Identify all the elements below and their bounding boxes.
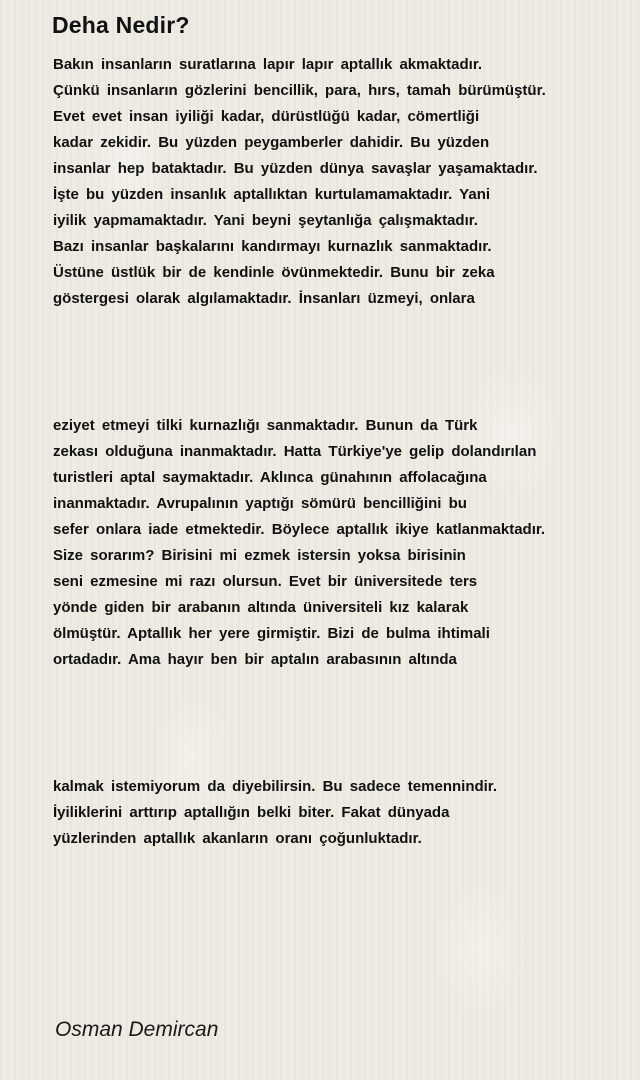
poem-line: yüzlerinden aptallık akanların oranı çoğunluktadır. — [53, 830, 422, 847]
poem-line: kalmak istemiyorum da diyebilirsin. Bu sadece temennindir. — [53, 778, 497, 795]
poem-line: insanlar hep bataktadır. Bu yüzden dünya savaşlar yaşamaktadır. — [53, 160, 538, 177]
poem-line: seni ezmesine mi razı olursun. Evet bir üniversitede ters — [53, 573, 478, 590]
poem-line: İyiliklerini arttırıp aptallığın belki biter. Fakat dünyada — [53, 804, 450, 821]
poem-line: ortadadır. Ama hayır ben bir aptalın arabasının altında — [53, 651, 457, 668]
poem-line: ölmüştür. Aptallık her yere girmiştir. Bizi de bulma ihtimali — [53, 625, 490, 642]
stanza-2 — [53, 413, 613, 673]
poem-line: Size sorarım? Birisini mi ezmek istersin yoksa birisinin — [53, 547, 466, 564]
poem-title: Deha Nedir? — [52, 12, 190, 38]
poem-line: zekası olduğuna inanmaktadır. Hatta Türkiye'ye gelip dolandırılan — [53, 443, 537, 460]
poem-line: Evet evet insan iyiliği kadar, dürüstlüğü kadar, cömertliği — [53, 108, 480, 125]
poem-line: Bakın insanların suratlarına lapır lapır aptallık akmaktadır. — [53, 56, 482, 73]
poem-line: Çünkü insanların gözlerini bencillik, para, hırs, tamah bürümüştür. — [53, 82, 546, 99]
poem-line: Bazı insanlar başkalarını kandırmayı kurnazlık sanmaktadır. — [53, 238, 492, 255]
stanza-3 — [53, 774, 613, 852]
poem-line: yönde giden bir arabanın altında üniversiteli kız kalarak — [53, 599, 469, 616]
poem-line: kadar zekidir. Bu yüzden peygamberler dahidir. Bu yüzden — [53, 134, 490, 151]
poem-line: Üstüne üstlük bir de kendinle övünmektedir. Bunu bir zeka — [53, 264, 495, 281]
poem-line: göstergesi olarak algılamaktadır. İnsanları üzmeyi, onlara — [53, 290, 475, 307]
poem-line: eziyet etmeyi tilki kurnazlığı sanmaktadır. Bunun da Türk — [53, 417, 478, 434]
stanza-1 — [53, 52, 613, 312]
poem-line: inanmaktadır. Avrupalının yaptığı sömürü bencilliğini bu — [53, 495, 467, 512]
author-name: Osman Demircan — [55, 1018, 219, 1041]
poem-line: turistleri aptal saymaktadır. Aklınca günahının affolacağına — [53, 469, 487, 486]
poem-line: sefer onlara iade etmektedir. Böylece aptallık ikiye katlanmaktadır. — [53, 521, 546, 538]
poem-line: iyilik yapmamaktadır. Yani beyni şeytanlığa çalışmaktadır. — [53, 212, 478, 229]
poem-line: İşte bu yüzden insanlık aptallıktan kurtulamamaktadır. Yani — [53, 186, 491, 203]
